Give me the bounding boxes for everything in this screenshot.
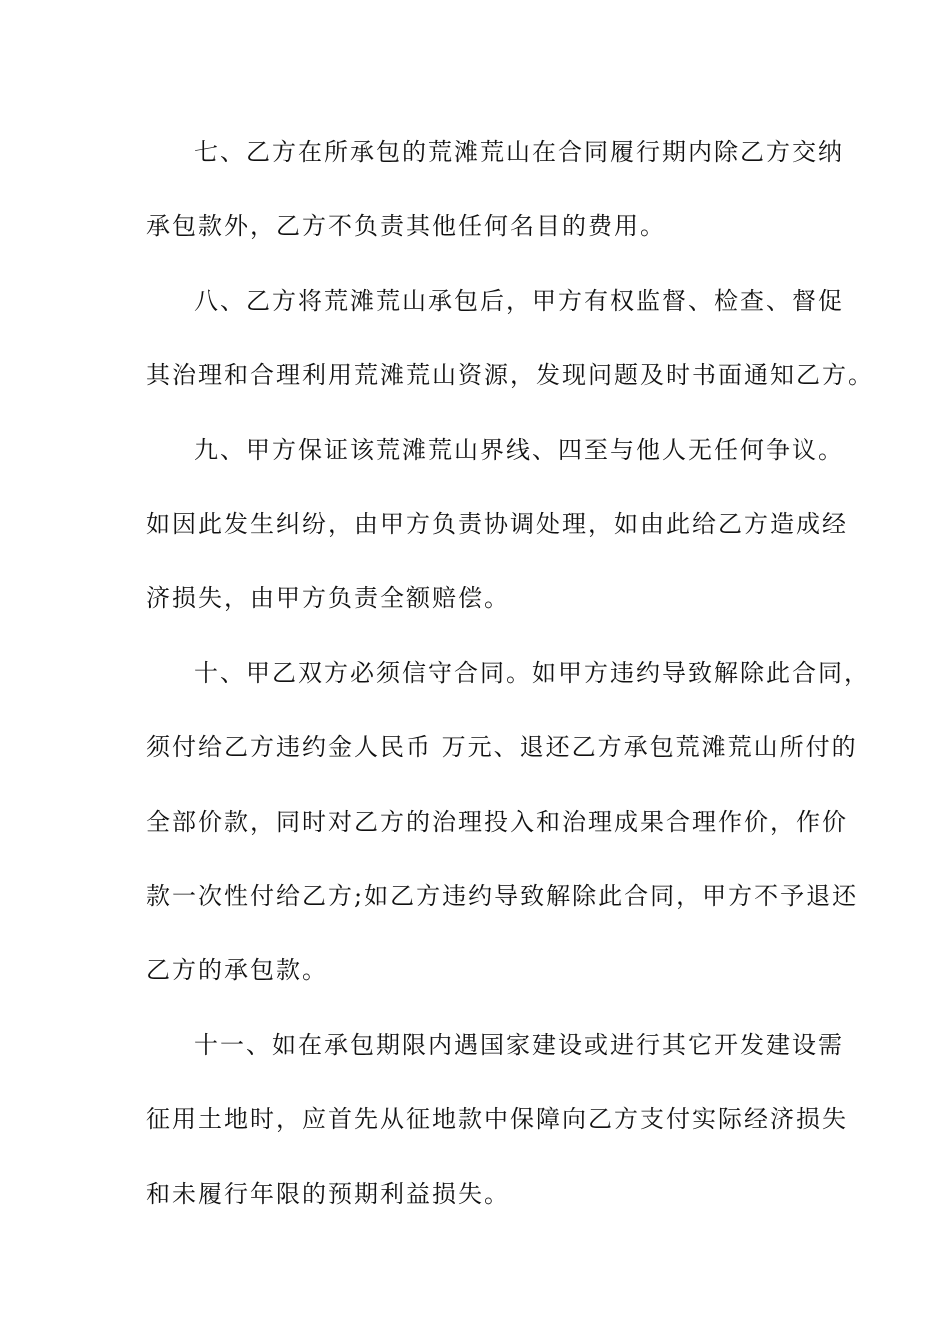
text-line: 全部价款，同时对乙方的治理投入和治理成果合理作价，作价 [146, 808, 848, 836]
text-line: 征用土地时，应首先从征地款中保障向乙方支付实际经济损失 [146, 1105, 848, 1133]
text-line: 须付给乙方违约金人民币 万元、退还乙方承包荒滩荒山所付的 [146, 733, 858, 761]
text-line: 和未履行年限的预期利益损失。 [146, 1180, 510, 1208]
text-line: 其治理和合理利用荒滩荒山资源，发现问题及时书面通知乙方。 [146, 361, 874, 389]
text-line: 九、甲方保证该荒滩荒山界线、四至与他人无任何争议。 [194, 436, 844, 464]
text-line: 济损失，由甲方负责全额赔偿。 [146, 584, 510, 612]
text-line: 如因此发生纠纷，由甲方负责协调处理，如由此给乙方造成经 [146, 510, 848, 538]
text-line: 款一次性付给乙方;如乙方违约导致解除此合同，甲方不予退还 [146, 882, 859, 910]
text-line: 承包款外，乙方不负责其他任何名目的费用。 [146, 212, 666, 240]
text-line: 七、乙方在所承包的荒滩荒山在合同履行期内除乙方交纳 [194, 138, 844, 166]
text-line: 十、甲乙双方必须信守合同。如甲方违约导致解除此合同， [194, 659, 870, 687]
text-line: 十一、如在承包期限内遇国家建设或进行其它开发建设需 [194, 1031, 844, 1059]
text-line: 乙方的承包款。 [146, 956, 328, 984]
text-line: 八、乙方将荒滩荒山承包后，甲方有权监督、检查、督促 [194, 287, 844, 315]
